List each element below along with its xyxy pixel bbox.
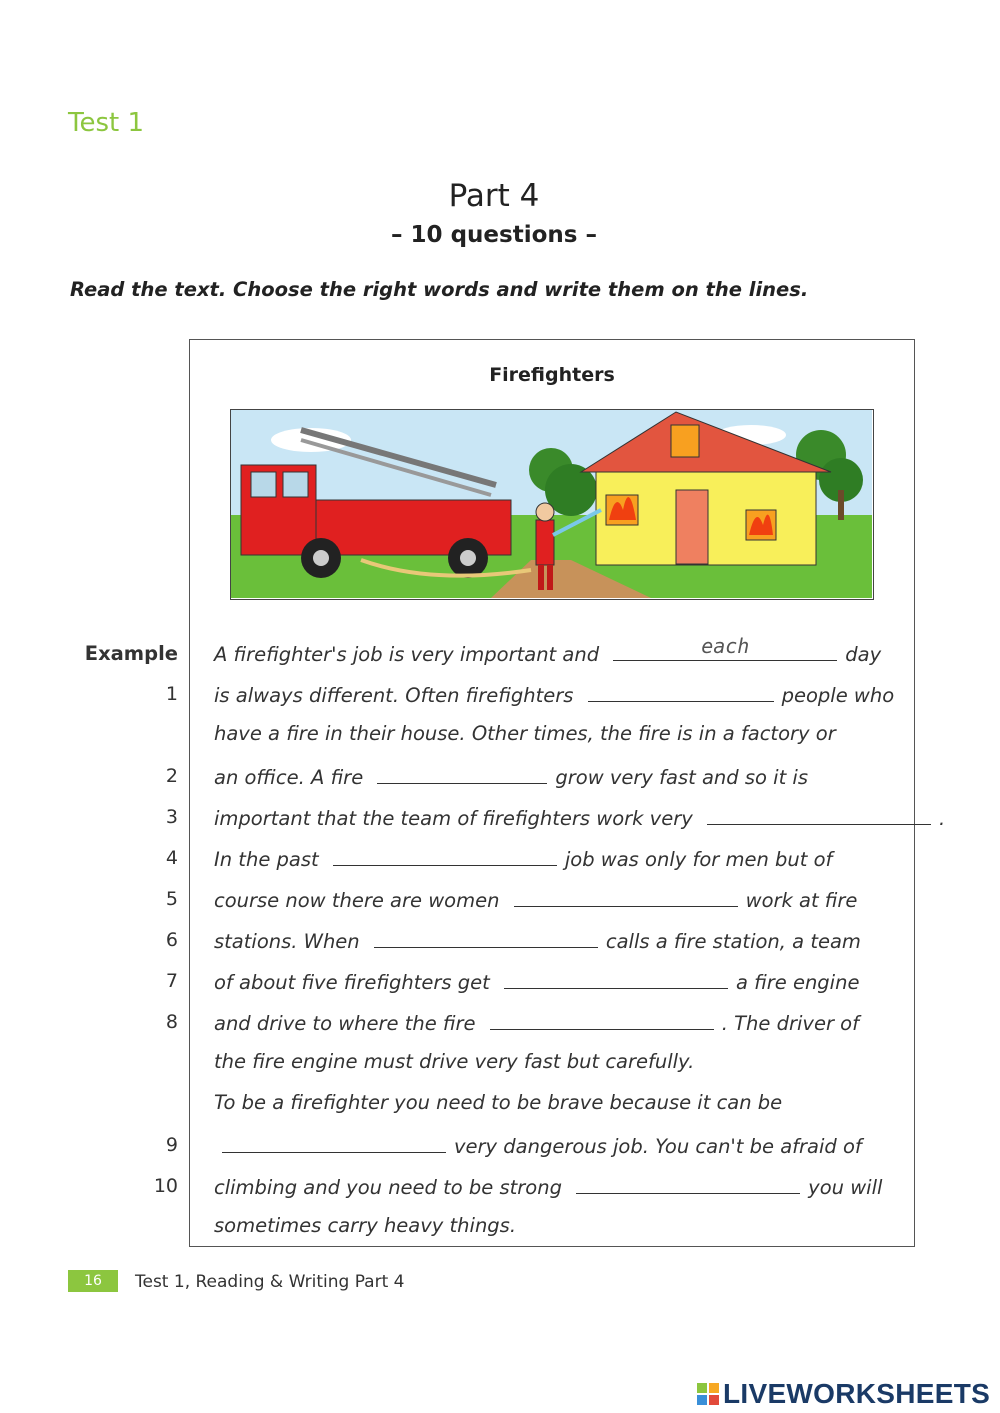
example-answer-blank [613, 634, 837, 661]
line-text: . The driver of [721, 1012, 859, 1035]
line-number: 6 [165, 929, 178, 951]
line-number: 2 [165, 765, 178, 787]
firefighters-illustration [230, 409, 874, 600]
test-label: Test 1 [68, 108, 145, 138]
passage-line [214, 634, 882, 666]
line-text: stations. When [214, 930, 366, 953]
passage-line [214, 845, 832, 871]
line-number: 9 [165, 1134, 178, 1156]
line-text: very dangerous job. You can't be afraid of [454, 1135, 862, 1158]
passage-line [214, 1173, 882, 1199]
brand-name: LIVEWORKSHEETS [723, 1378, 991, 1409]
answer-blank-6[interactable] [374, 927, 598, 948]
line-text: course now there are women [214, 889, 506, 912]
passage-line [214, 1091, 782, 1114]
passage-line [214, 1214, 516, 1237]
line-text: day [845, 643, 882, 666]
liveworksheets-logo [697, 1378, 990, 1410]
passage-line [214, 1050, 694, 1073]
passage-line [214, 763, 808, 789]
answer-blank-4[interactable] [333, 845, 557, 866]
line-text: an office. A fire [214, 766, 370, 789]
line-text: job was only for men but of [564, 848, 833, 871]
passage-line [214, 968, 859, 994]
passage-line [214, 1009, 859, 1035]
passage-line [214, 1132, 862, 1158]
line-text: important that the team of firefighters work very [214, 807, 699, 830]
line-text: a fire engine [735, 971, 860, 994]
line-number: 5 [165, 888, 178, 910]
line-text: you will [808, 1176, 883, 1199]
line-text: grow very fast and so it is [555, 766, 808, 789]
line-text: is always different. Often firefighters [214, 684, 580, 707]
line-text: sometimes carry heavy things. [214, 1214, 517, 1237]
part-subtitle: – 10 questions – [391, 222, 597, 248]
line-number: 7 [165, 970, 178, 992]
line-text: A firefighter's job is very important and [214, 643, 606, 666]
line-number: 3 [165, 806, 178, 828]
passage-line [214, 886, 857, 912]
line-number: 8 [165, 1011, 178, 1033]
passage-line [214, 927, 861, 953]
line-text: climbing and you need to be strong [214, 1176, 569, 1199]
line-text: To be a firefighter you need to be brave because it can be [214, 1091, 783, 1114]
line-text: work at fire [745, 889, 858, 912]
answer-blank-7[interactable] [504, 968, 728, 989]
line-text: the fire engine must drive very fast but carefully. [214, 1050, 695, 1073]
instruction: Read the text. Choose the right words and write them on the lines. [70, 278, 809, 301]
passage-line [214, 681, 894, 707]
line-text: people who [781, 684, 895, 707]
example-answer: each [701, 634, 750, 658]
passage-line [214, 804, 945, 830]
line-text: of about five firefighters get [214, 971, 496, 994]
footer-label: Test 1, Reading & Writing Part 4 [135, 1272, 405, 1292]
line-number: 1 [165, 683, 178, 705]
line-text: . [938, 807, 946, 830]
answer-blank-1[interactable] [588, 681, 774, 702]
line-number: 10 [153, 1175, 178, 1197]
line-number: 4 [165, 847, 178, 869]
line-text: In the past [214, 848, 325, 871]
answer-blank-10[interactable] [576, 1173, 800, 1194]
lws-badge-icon [697, 1383, 719, 1405]
line-text: have a fire in their house. Other times, the fire is in a factory or [214, 722, 836, 745]
part-title: Part 4 [448, 178, 540, 214]
page-number: 16 [68, 1270, 118, 1292]
passage-line [214, 722, 836, 745]
answer-blank-2[interactable] [377, 763, 547, 784]
passage-title: Firefighters [489, 364, 615, 386]
line-text: calls a fire station, a team [605, 930, 861, 953]
line-number: Example [84, 642, 178, 665]
answer-blank-9[interactable] [222, 1132, 446, 1153]
line-text: and drive to where the fire [214, 1012, 482, 1035]
answer-blank-3[interactable] [707, 804, 931, 825]
fire-scene-icon [231, 410, 872, 598]
answer-blank-5[interactable] [514, 886, 738, 907]
answer-blank-8[interactable] [490, 1009, 714, 1030]
